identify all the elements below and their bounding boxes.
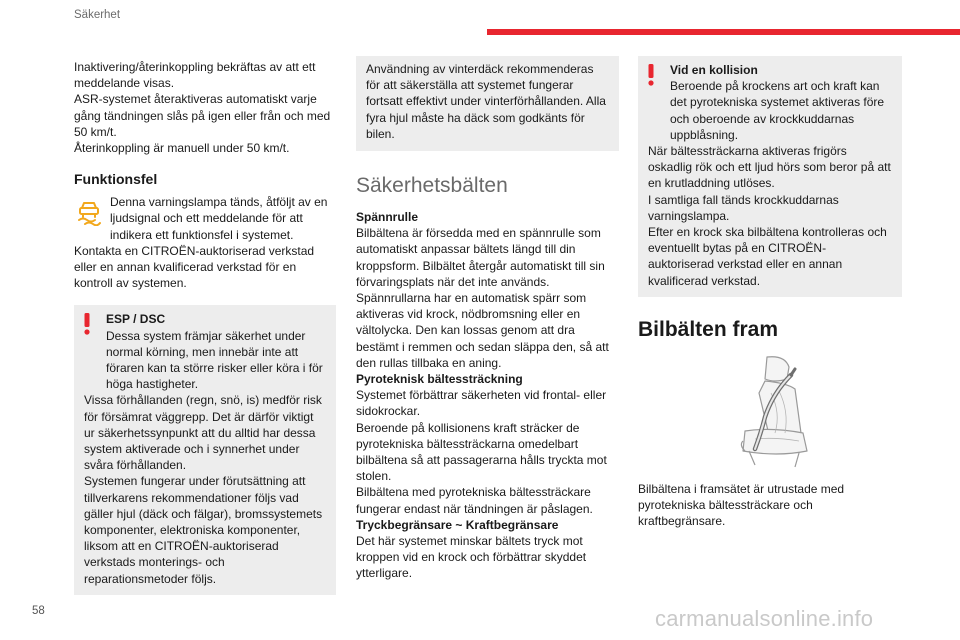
- exclamation-warning-icon: [647, 64, 655, 90]
- fault-text: Denna varningslampa tänds, åtföljt av en ljudsignal och ett meddelande för att indikera ett funktionsfel i systemet.: [110, 195, 328, 242]
- esp-warning-box: [74, 305, 336, 594]
- tyre-note-text: Användning av vinterdäck rekommenderas för att säkerställa att systemet fungerar fortsatt effektivt under vinterförhållanden. Alla fyra hjul måste ha däck som godkänts för bilen.: [366, 62, 606, 141]
- collision-line-1: Beroende på krockens art och kraft kan det pyrotekniska systemet aktiveras före och oberoende av krockkuddarnas uppblåsning.: [670, 79, 885, 142]
- intro-line-1: Inaktivering/återinkoppling bekräftas av att ett meddelande visas.: [74, 60, 316, 91]
- header-accent-bar: [487, 29, 960, 35]
- collision-title: Vid en kollision: [670, 63, 758, 77]
- reel-line-2: Spännrullarna har en automatisk spärr som aktiveras vid krock, nödbromsning eller en vältolycka. Den kan lossas genom att dra bestämt i remmen och sedan släppa den, så att den rullas tillbaka en aning.: [356, 291, 609, 370]
- limiter-heading: Tryckbegränsare ~ Kraftbegränsare: [356, 517, 559, 532]
- collision-line-3: I samtliga fall tänds krockkuddarnas varningslampa.: [648, 192, 839, 223]
- column-1: [74, 59, 336, 595]
- pyro-heading: Pyroteknisk bältessträckning: [356, 372, 523, 387]
- exclamation-warning-icon: [83, 313, 91, 339]
- intro-line-3: Återinkoppling är manuell under 50 km/t.: [74, 141, 290, 156]
- seat-with-belt-illustration: [715, 353, 825, 471]
- page-number: 58: [32, 605, 45, 617]
- pyro-line-3: Bilbältena med pyrotekniska bältessträckare fungerar endast när tändningen är påslagen.: [356, 485, 593, 516]
- skid-warning-icon: [74, 196, 104, 228]
- fault-heading: Funktionsfel: [74, 171, 158, 188]
- fault-block: [74, 194, 336, 291]
- front-belts-text: Bilbältena i framsätet är utrustade med pyrotekniska bältessträckare och kraftbegränsare.: [638, 481, 845, 529]
- limiter-text: Det här systemet minskar bältets tryck mot kroppen vid en krock och förbättrar skyddet ytterligare.: [356, 534, 587, 581]
- winter-tyre-note: [356, 56, 619, 151]
- front-belts-title: Bilbälten fram: [638, 317, 779, 341]
- intro-line-2: ASR-systemet återaktiveras automatiskt varje gång tändningen slås på igen eller från och med 50 km/t.: [74, 92, 331, 139]
- reel-heading: Spännrulle: [356, 210, 419, 225]
- pyro-line-1: Systemet förbättrar säkerheten vid frontal- eller sidokrockar.: [356, 388, 607, 419]
- collision-line-4: Efter en krock ska bilbältena kontrolleras och eventuellt bytas på en CITROËN-auktoriserad verkstad eller en annan kvalificerad verkstad.: [648, 225, 887, 288]
- esp-line-2: Vissa förhållanden (regn, snö, is) medför risk för försämrat väggrepp. Det är därför viktigt ur säkerhetssynpunkt att du alltid har dessa system aktiverade och i synnerhet under svåra förhållanden.: [84, 393, 322, 473]
- collision-warning-box: [638, 56, 902, 297]
- esp-title: ESP / DSC: [106, 312, 166, 327]
- column-2: [356, 56, 619, 582]
- pyro-line-2: Beroende på kollisionens kraft sträcker de pyrotekniska bältessträckarna omedelbart bilbältena så att passagerarna hålls tryckta mot stolen.: [356, 420, 607, 484]
- column-3: [638, 56, 902, 529]
- reel-line-1: Bilbältena är försedda med en spännrulle som automatiskt anpassar bältets längd till din kroppsform. Bilbältet återgår automatiskt till sin förvaringsplats när det inte används.: [356, 226, 605, 289]
- watermark: carmanualsonline.info: [655, 606, 874, 631]
- collision-line-2: När bältessträckarna aktiveras frigörs oskadlig rök och ett ljud hörs som beror på att en krutladdning utlöses.: [648, 144, 891, 191]
- seatbelts-section-title: Säkerhetsbälten: [356, 174, 508, 198]
- section-header-title: Säkerhet: [74, 9, 121, 21]
- esp-line-3: Systemen fungerar under förutsättning att tillverkarens rekommendationer följs vad gäller hjul (däck och fälgar), bromssystemets komponenter, elektroniska komponenter, liksom att en CITROËN-auktoriserad verkstads monterings- och reparationsmetoder följs.: [84, 474, 323, 586]
- esp-line-1: Dessa system främjar säkerhet under normal körning, men innebär inte att föraren kan ta större risker eller köra i för höga hastigheter.: [106, 328, 323, 392]
- fault-contact: Kontakta en CITROËN-auktoriserad verkstad eller en annan kvalificerad verkstad för en kontroll av systemen.: [74, 243, 315, 291]
